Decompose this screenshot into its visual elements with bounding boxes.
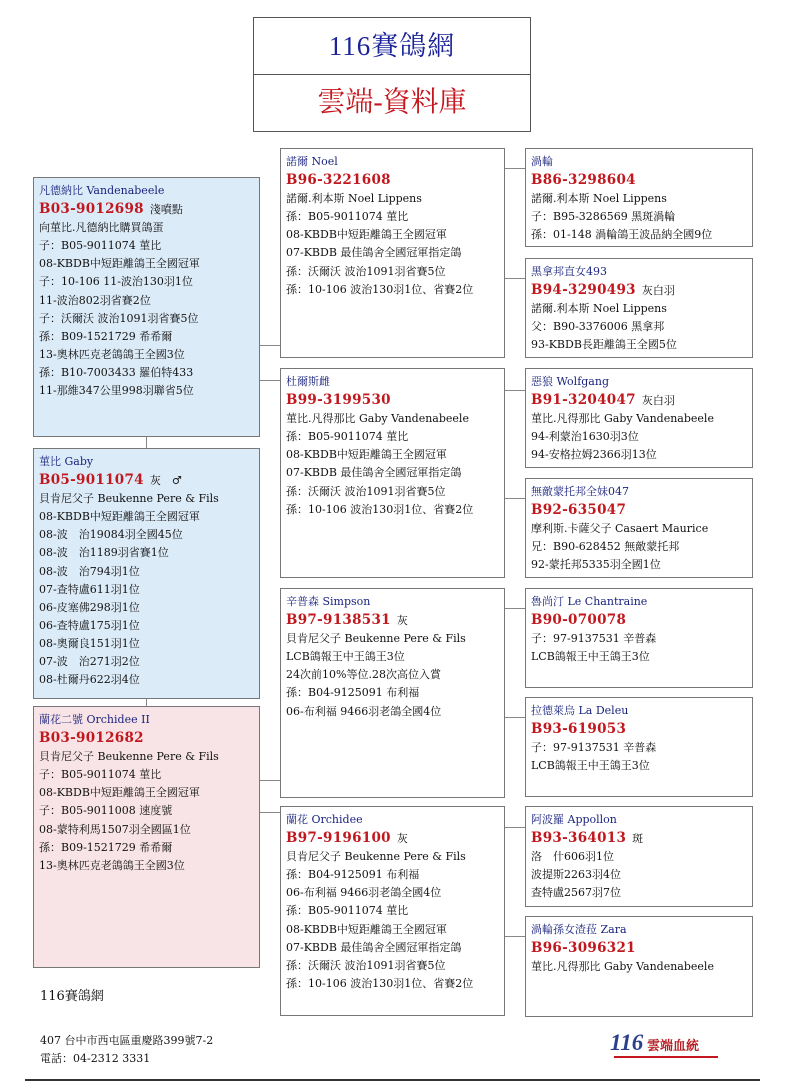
pedigree-box-sdd (525, 478, 753, 578)
pedigree-line: 孫：B10-7003433 羅伯特433 (39, 365, 194, 379)
pedigree-line: 孫：B05-9011074 菫比 (286, 210, 409, 224)
pedigree-line: 08-KBDB中短距離鴿王全國冠軍 (39, 786, 200, 800)
ring-number: B96-3096321 (531, 940, 636, 957)
pedigree-line: 07-KBDB 最佳鴿舍全國冠軍指定鴿 (286, 940, 462, 954)
pedigree-line: 孫：B04-9125091 布利福 (286, 868, 420, 882)
color-sex-label: 灰 (396, 614, 408, 628)
pigeon-name: 菫比 Gaby (39, 455, 94, 468)
pedigree-line: 07-KBDB 最佳鴿舍全國冠軍指定鴿 (286, 466, 462, 480)
pedigree-line: 孫：B09-1521729 希希爾 (39, 329, 173, 343)
ring-row (286, 391, 499, 410)
pedigree-line: 06-布利福 9466羽老鴿全國4位 (286, 704, 442, 718)
pedigree-line: 孫：沃爾沃 波治1091羽省賽5位 (286, 264, 446, 278)
pedigree-box-sire-sire (280, 148, 505, 358)
pedigree-line: LCB鴿報王中王鴿王3位 (531, 650, 650, 664)
pedigree-line: 諾爾.利本斯 Noel Lippens (286, 192, 422, 206)
pedigree-line: 諾爾.利本斯 Noel Lippens (531, 302, 667, 316)
ring-row (531, 720, 747, 739)
pigeon-name: 拉德萊烏 La Deleu (531, 704, 629, 717)
pedigree-line: 08-波 治794羽1位 (39, 564, 140, 578)
ring-number: B93-619053 (531, 721, 627, 738)
ring-row (531, 391, 747, 410)
pedigree-line: 查特盧2567羽7位 (531, 886, 621, 900)
pedigree-line: 92-蒙托邦5335羽全國1位 (531, 558, 661, 572)
page-subtitle: 雲端-資料庫 (253, 74, 531, 132)
pigeon-name: 阿波羅 Appollon (531, 813, 617, 826)
ring-row (531, 281, 747, 300)
ring-number: B96-3221608 (286, 172, 391, 189)
logo-number: 116 (610, 1030, 644, 1055)
pedigree-line: 24次前10%等位.28次高位入賞 (286, 668, 441, 682)
pedigree-line: 94-利蒙治1630羽3位 (531, 430, 639, 444)
logo-underline (614, 1056, 718, 1058)
pedigree-line: 波提斯2263羽4位 (531, 868, 621, 882)
pedigree-line: 孫：10-106 波治130羽1位、省賽2位 (286, 976, 474, 990)
pedigree-line: 08-波 治1189羽省賽1位 (39, 546, 169, 560)
pedigree-line: 孫：10-106 波治130羽1位、省賽2位 (286, 502, 474, 516)
ring-number: B91-3204047 (531, 392, 636, 409)
pedigree-line: 08-KBDB中短距離鴿王全國冠軍 (286, 448, 447, 462)
pedigree-line: 孫：B09-1521729 希希爾 (39, 840, 173, 854)
ring-row (286, 611, 499, 630)
pedigree-line: 子：97-9137531 辛普森 (531, 632, 657, 646)
pedigree-line: 摩利斯.卡薩父子 Casaert Maurice (531, 522, 709, 536)
ring-row (39, 471, 254, 490)
ring-number: B97-9196100 (286, 830, 391, 847)
pedigree-line: 貝肯尼父子 Beukenne Pere & Fils (39, 750, 219, 764)
pigeon-name: 無敵蒙托邦全妹047 (531, 485, 629, 498)
color-sex-label: 灰 ♂ (149, 474, 182, 488)
pigeon-name: 蘭花 Orchidee (286, 813, 363, 826)
pigeon-name: 杜爾斯雌 (286, 375, 330, 388)
pigeon-name: 惡狼 Wolfgang (531, 375, 609, 388)
pedigree-line: 子：B05-9011074 菫比 (39, 768, 162, 782)
pigeon-name: 諾爾 Noel (286, 155, 338, 168)
pedigree-line: 孫：B04-9125091 布利福 (286, 686, 420, 700)
ring-row (286, 171, 499, 190)
pedigree-line: 向菫比.凡德納比購買鴿蛋 (39, 221, 164, 235)
connector-sd-sdd (504, 498, 525, 499)
pedigree-box-sire (33, 177, 260, 437)
color-sex-label: 斑 (632, 832, 644, 846)
brand-logo[interactable] (610, 1030, 722, 1056)
pedigree-line: 13-奧林匹克老鴿鴿王全國3位 (39, 347, 185, 361)
ring-number: B97-9138531 (286, 612, 391, 629)
color-sex-label: 灰白羽 (641, 284, 675, 298)
pedigree-box-dds (525, 806, 753, 907)
connector-dd-ddd (504, 936, 525, 937)
pedigree-box-subject (33, 448, 260, 699)
pigeon-name: 渦輪孫女渣菈 Zara (531, 923, 627, 936)
pigeon-name: 黑拿邦直女493 (531, 265, 607, 278)
pedigree-line: 子：B95-3286569 黑斑渦輪 (531, 210, 676, 224)
connector-dam-ds (259, 780, 280, 781)
ring-number: B05-9011074 (39, 472, 144, 489)
pedigree-line: 諾爾.利本斯 Noel Lippens (531, 192, 667, 206)
pedigree-line: 08-蒙特利馬1507羽全國區1位 (39, 822, 191, 836)
pedigree-line: LCB鴿報王中王鴿王3位 (531, 759, 650, 773)
color-sex-label: 灰白羽 (641, 394, 675, 408)
pedigree-box-sds (525, 368, 753, 468)
ring-row (286, 829, 499, 848)
logo-text: 雲端血統 (647, 1039, 700, 1054)
pedigree-line: 洛 什606羽1位 (531, 850, 614, 864)
pedigree-line: 菫比.凡得那比 Gaby Vandenabeele (531, 412, 714, 426)
ring-number: B86-3298604 (531, 172, 636, 189)
pedigree-line: 07-KBDB 最佳鴿舍全國冠軍指定鴿 (286, 246, 462, 260)
ring-row (531, 939, 747, 958)
connector-ss-sss (504, 168, 525, 169)
pedigree-line: 孫：沃爾沃 波治1091羽省賽5位 (286, 958, 446, 972)
color-sex-label: 淺噴點 (149, 203, 183, 217)
pedigree-box-dsd (525, 697, 753, 797)
pedigree-line: 父：B90-3376006 黑拿邦 (531, 320, 665, 334)
ring-row (531, 829, 747, 848)
pedigree-line: 菫比.凡得那比 Gaby Vandenabeele (531, 960, 714, 974)
pedigree-line: LCB鴿報王中王鴿王3位 (286, 650, 405, 664)
ring-row (39, 729, 254, 748)
pedigree-line: 兄：B90-628452 無敵蒙托邦 (531, 540, 680, 554)
pedigree-line: 06-皮塞佛298羽1位 (39, 600, 140, 614)
ring-row (39, 200, 254, 219)
connector-ds-dss (504, 608, 525, 609)
pedigree-box-ddd (525, 916, 753, 1017)
ring-row (531, 501, 747, 520)
pedigree-box-ssd (525, 258, 753, 358)
pedigree-box-sss (525, 148, 753, 247)
footer-phone: 電話：04-2312 3331 (40, 1052, 151, 1065)
connector-subject-dam (146, 698, 147, 706)
ring-number: B94-3290493 (531, 282, 636, 299)
pedigree-line: 08-杜爾丹622羽4位 (39, 673, 140, 687)
footer-divider (25, 1079, 760, 1081)
pedigree-line: 子：10-106 11-波治130羽1位 (39, 275, 193, 289)
pedigree-line: 06-查特盧175羽1位 (39, 618, 140, 632)
pedigree-line: 08-波 治19084羽全國45位 (39, 528, 183, 542)
pedigree-line: 08-KBDB中短距離鴿王全國冠軍 (39, 510, 200, 524)
connector-ss-ssd (504, 278, 525, 279)
footer-address-block (40, 1032, 213, 1068)
pedigree-line: 貝肯尼父子 Beukenne Pere & Fils (286, 850, 466, 864)
ring-number: B90-070078 (531, 612, 627, 629)
pedigree-box-sire-dam (280, 368, 505, 578)
pedigree-line: 貝肯尼父子 Beukenne Pere & Fils (286, 632, 466, 646)
ring-number: B99-3199530 (286, 392, 391, 409)
site-title: 116賽鴿網 (253, 17, 531, 75)
pedigree-line: 孫：B05-9011074 菫比 (286, 904, 409, 918)
pedigree-line: 07-波 治271羽2位 (39, 655, 140, 669)
pedigree-line: 08-奧爾良151羽1位 (39, 636, 140, 650)
ring-number: B92-635047 (531, 502, 627, 519)
pedigree-box-dam (33, 706, 260, 968)
pedigree-line: 孫：B05-9011074 菫比 (286, 430, 409, 444)
ring-row (531, 171, 747, 190)
pedigree-line: 13-奧林匹克老鴿鴿王全國3位 (39, 858, 185, 872)
connector-sire-ss (259, 345, 280, 346)
connector-dd-dds (504, 827, 525, 828)
pedigree-line: 11-波治802羽省賽2位 (39, 293, 151, 307)
pedigree-line: 94-安格拉姆2366羽13位 (531, 448, 657, 462)
pedigree-line: 子：沃爾沃 波治1091羽省賽5位 (39, 311, 199, 325)
pedigree-line: 08-KBDB中短距離鴿王全國冠軍 (286, 922, 447, 936)
footer-site-name: 116賽鴿網 (40, 989, 104, 1004)
connector-sd-sds (504, 390, 525, 391)
connector-ds-dsd (504, 717, 525, 718)
pedigree-line: 08-KBDB中短距離鴿王全國冠軍 (39, 257, 200, 271)
pedigree-line: 孫：01-148 渦輪鴿王波品納全國9位 (531, 228, 713, 242)
color-sex-label: 灰 (396, 832, 408, 846)
ring-number: B03-9012682 (39, 730, 144, 747)
connector-dam-dd (259, 812, 280, 813)
connector-sire-sd (259, 380, 280, 381)
ring-row (531, 611, 747, 630)
pedigree-line: 孫：10-106 波治130羽1位、省賽2位 (286, 282, 474, 296)
pedigree-line: 07-查特盧611羽1位 (39, 582, 140, 596)
ring-number: B93-364013 (531, 830, 627, 847)
connector-sire-subject (146, 437, 147, 448)
ring-number: B03-9012698 (39, 201, 144, 218)
pigeon-name: 辛普森 Simpson (286, 595, 371, 608)
pedigree-line: 08-KBDB中短距離鴿王全國冠軍 (286, 228, 447, 242)
pedigree-line: 93-KBDB長距離鴿王全國5位 (531, 338, 677, 352)
pedigree-line: 菫比.凡得那比 Gaby Vandenabeele (286, 412, 469, 426)
pedigree-line: 子：B05-9011074 菫比 (39, 239, 162, 253)
pedigree-line: 子：B05-9011008 速度號 (39, 804, 173, 818)
pigeon-name: 凡德納比 Vandenabeele (39, 184, 165, 197)
pedigree-line: 06-布利福 9466羽老鴿全國4位 (286, 886, 442, 900)
pigeon-name: 魯尚汀 Le Chantraine (531, 595, 648, 608)
pigeon-name: 渦輪 (531, 155, 553, 168)
footer-address: 407 台中市西屯區重慶路399號7-2 (40, 1034, 214, 1047)
pedigree-line: 子：97-9137531 辛普森 (531, 741, 657, 755)
pedigree-line: 貝肯尼父子 Beukenne Pere & Fils (39, 492, 219, 506)
pedigree-box-dam-dam (280, 806, 505, 1016)
pigeon-name: 蘭花二號 Orchidee II (39, 713, 150, 726)
pedigree-line: 11-那維347公里998羽聯省5位 (39, 384, 194, 398)
pedigree-line: 孫：沃爾沃 波治1091羽省賽5位 (286, 484, 446, 498)
pedigree-box-dam-sire (280, 588, 505, 798)
pedigree-box-dss (525, 588, 753, 688)
